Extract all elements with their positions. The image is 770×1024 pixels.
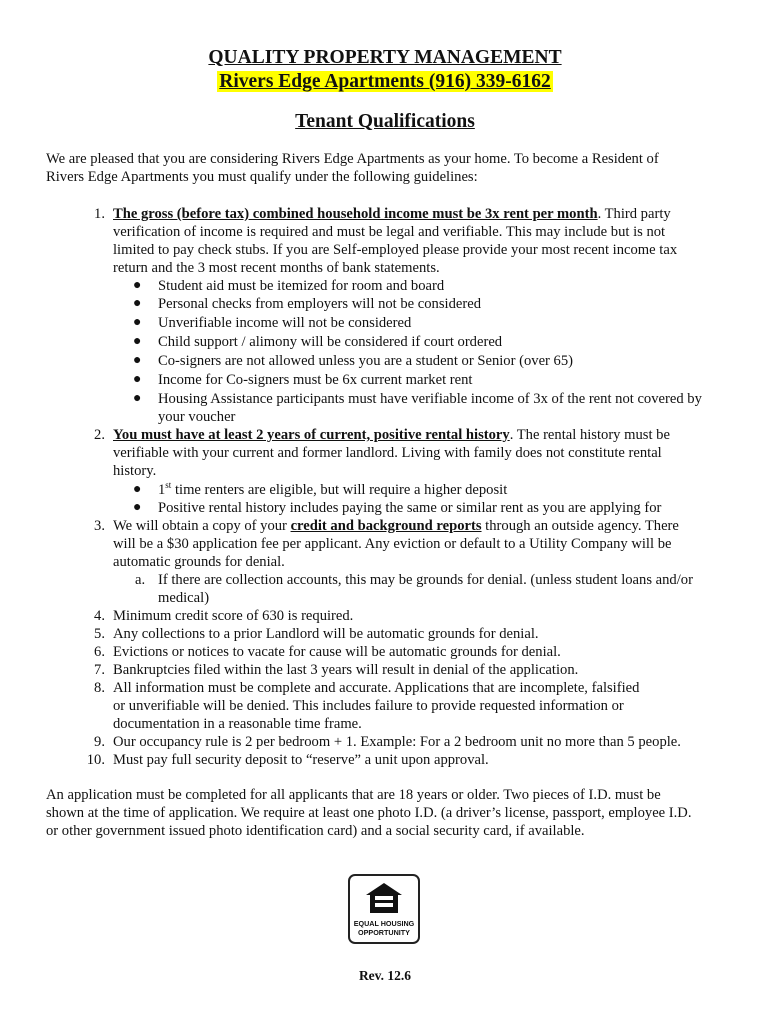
bullet-icon: ● <box>133 278 142 293</box>
item-2-line: history. <box>113 463 157 479</box>
item-text: Any collections to a prior Landlord will be automatic grounds for denial. <box>113 626 539 642</box>
bullet-text: Personal checks from employers will not be considered <box>158 296 482 312</box>
item-text: Bankruptcies filed within the last 3 years will result in denial of the application. <box>113 662 579 678</box>
ordinal-suffix: st <box>165 480 172 491</box>
bullet-icon: ● <box>133 315 142 330</box>
page-title: Tenant Qualifications <box>295 111 475 132</box>
logo-caption: EQUAL HOUSING <box>353 919 415 928</box>
item-1-line: verification of income is required and must be legal and verifiable. This may include but is not <box>113 224 666 240</box>
bullet-text: Housing Assistance participants must have verifiable income of 3x of the rent not covered by <box>158 391 702 407</box>
item-2-line: verifiable with your current and former landlord. Living with family does not constitute rental <box>113 445 662 461</box>
item-8-line: All information must be complete and accurate. Applications that are incomplete, falsified <box>113 680 640 696</box>
bullet-text: Co-signers are not allowed unless you are a student or Senior (over 65) <box>158 353 574 369</box>
item-1-first-line <box>113 205 671 223</box>
intro-line: Rivers Edge Apartments you must qualify under the following guidelines: <box>46 169 478 185</box>
sub-item-text-cont: medical) <box>158 590 210 606</box>
rental-history-requirement: You must have at least 2 years of current, positive rental history <box>113 427 510 443</box>
item-text: Our occupancy rule is 2 per bedroom + 1. Example: For a 2 bedroom unit no more than 5 people. <box>113 734 681 750</box>
item-1-line: limited to pay check stubs. If you are Self-employed please provide your most recent income tax <box>113 242 678 258</box>
item-number: 1. <box>94 206 105 222</box>
property-name-phone: Rivers Edge Apartments (916) 339-6162 <box>219 71 551 92</box>
closing-line: An application must be completed for all applicants that are 18 years or older. Two pieces of I.D. must be <box>46 787 661 803</box>
item-number: 2. <box>94 427 105 443</box>
bullet-text: Student aid must be itemized for room and board <box>158 278 445 294</box>
bullet-icon: ● <box>133 353 142 368</box>
item-1-line: return and the 3 most recent months of bank statements. <box>113 260 440 276</box>
item-text: Must pay full security deposit to “reserve” a unit upon approval. <box>113 752 489 768</box>
bullet-icon: ● <box>133 372 142 387</box>
bullet-text: Positive rental history includes paying the same or similar rent as you are applying for <box>158 500 662 516</box>
bullet-icon: ● <box>133 500 142 515</box>
item-3-first-line <box>113 517 679 535</box>
bullet-icon: ● <box>133 391 142 406</box>
item-number: 9. <box>94 734 105 750</box>
item-3-line: will be a $30 application fee per applicant. Any eviction or default to a Utility Company will be <box>113 536 672 552</box>
item-number: 4. <box>94 608 105 624</box>
credit-background-reports: credit and background reports <box>290 518 482 534</box>
item-number: 10. <box>86 752 105 768</box>
item-2-tail: . The rental history must be <box>509 427 670 443</box>
sub-item-text: If there are collection accounts, this may be grounds for denial. (unless student loans and/or <box>158 572 693 588</box>
item-8-line: or unverifiable will be denied. This includes failure to provide requested information or <box>113 698 624 714</box>
closing-line: shown at the time of application. We require at least one photo I.D. (a driver’s license, passport, employee I.D. <box>46 805 692 821</box>
bullet-text: Income for Co-signers must be 6x current market rent <box>158 372 473 388</box>
company-name: QUALITY PROPERTY MANAGEMENT <box>208 47 562 68</box>
item-number: 6. <box>94 644 105 660</box>
income-requirement: The gross (before tax) combined household income must be 3x rent per month <box>113 206 598 222</box>
sub-item-marker: a. <box>135 572 146 588</box>
item-2-first-line <box>113 426 670 444</box>
bullet-text-part: time renters are eligible, but will require a higher deposit <box>171 482 508 498</box>
bullet-text: Unverifiable income will not be considered <box>158 315 412 331</box>
logo-caption: OPPORTUNITY <box>358 928 410 937</box>
closing-line: or other government issued photo identification card) and a social security card, if available. <box>46 823 585 839</box>
equal-housing-logo <box>348 874 420 944</box>
revision-label: Rev. 12.6 <box>358 968 412 983</box>
bullet-icon: ● <box>133 334 142 349</box>
item-3-pre: We will obtain a copy of your <box>113 518 291 534</box>
item-number: 7. <box>94 662 105 678</box>
property-line <box>0 71 770 93</box>
item-3-post: through an outside agency. There <box>481 518 679 534</box>
item-8-line: documentation in a reasonable time frame. <box>113 716 362 732</box>
bullet-icon: ● <box>133 296 142 311</box>
item-number: 8. <box>94 680 105 696</box>
bullet-text-cont: your voucher <box>158 409 236 425</box>
item-text: Minimum credit score of 630 is required. <box>113 608 354 624</box>
bullet-text <box>158 481 507 499</box>
equal-housing-icon <box>364 881 404 915</box>
bullet-icon: ● <box>133 482 142 497</box>
bullet-text: Child support / alimony will be considered if court ordered <box>158 334 503 350</box>
intro-line: We are pleased that you are considering Rivers Edge Apartments as your home. To become a Resident of <box>46 151 659 167</box>
item-3-line: automatic grounds for denial. <box>113 554 285 570</box>
item-text: Evictions or notices to vacate for cause will be automatic grounds for denial. <box>113 644 561 660</box>
item-number: 5. <box>94 626 105 642</box>
item-1-tail: . Third party <box>597 206 671 222</box>
bullet-text-part: 1 <box>158 482 166 498</box>
item-number: 3. <box>94 518 105 534</box>
